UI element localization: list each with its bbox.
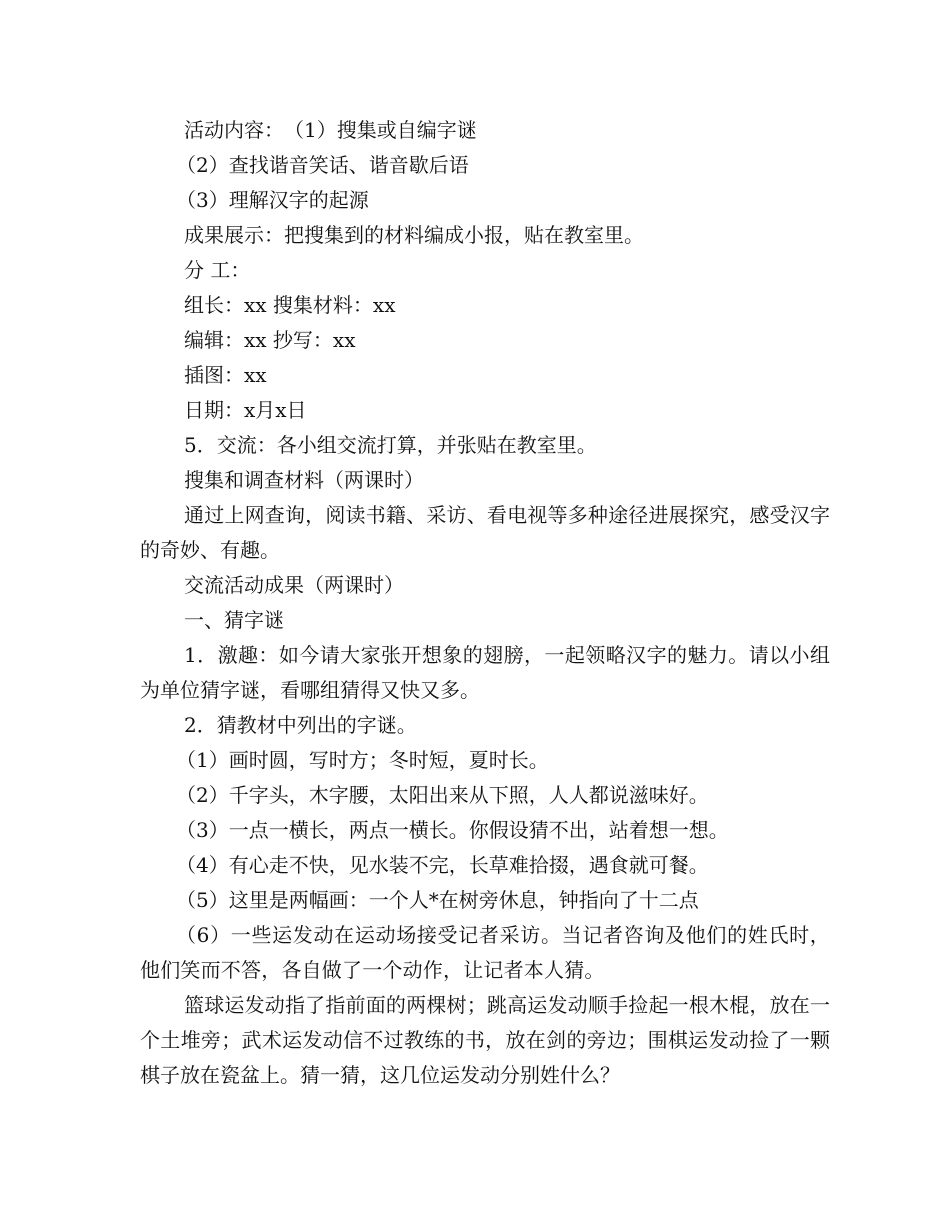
riddle-6: （6）一些运发动在运动场接受记者采访。当记者咨询及他们的姓氏时，他们笑而不答，各自做了一个动作，让记者本人猜。 (140, 923, 830, 982)
activity-item-2: （2）查找谐音笑话、谐音歇后语 (176, 153, 469, 177)
activity-item-3: （3）理解汉字的起源 (176, 188, 369, 212)
leader-line: 组长：xx 搜集材料：xx (184, 293, 396, 317)
riddle-1: （1）画时圆，写时方；冬时短，夏时长。 (176, 748, 549, 772)
textbook-riddles-heading: 2．猜教材中列出的字谜。 (184, 713, 417, 737)
riddle-4: （4）有心走不快，见水装不完，长草难拾掇，遇食就可餐。 (176, 853, 709, 877)
result-display-line: 成果展示：把搜集到的材料编成小报，贴在教室里。 (184, 223, 644, 247)
riddle-2: （2）千字头，木字腰，太阳出来从下照，人人都说滋味好。 (176, 783, 709, 807)
division-heading: 分 工： (184, 258, 251, 282)
riddle-3: （3）一点一横长，两点一横长。你假设猜不出，站着想一想。 (176, 818, 729, 842)
motivation-paragraph: 1．激趣：如今请大家张开想象的翅膀，一起领略汉字的魅力。请以小组为单位猜字谜，看哪组猜得又快又多。 (140, 643, 830, 702)
activity-content-line: 活动内容： （1）搜集或自编字谜 (184, 118, 477, 142)
collect-paragraph: 通过上网查询，阅读书籍、采访、看电视等多种途径进展探究，感受汉字的奇妙、有趣。 (140, 503, 830, 562)
document-body (140, 113, 830, 1093)
collect-heading: 搜集和调查材料（两课时） (184, 468, 424, 492)
athletes-paragraph: 篮球运发动指了指前面的两棵树；跳高运发动顺手捡起一根木棍，放在一个土堆旁；武术运发动信不过教练的书，放在剑的旁边；围棋运发动捡了一颗棋子放在瓷盆上。猜一猜，这几位运发动分别姓什么？ (140, 993, 830, 1087)
date-line: 日期：x月x日 (184, 398, 307, 422)
illustration-line: 插图：xx (184, 363, 267, 387)
exchange-step: 5．交流：各小组交流打算，并张贴在教室里。 (184, 433, 597, 457)
riddle-section-heading: 一、猜字谜 (184, 608, 284, 632)
editor-line: 编辑：xx 抄写：xx (184, 328, 356, 352)
exchange-heading: 交流活动成果（两课时） (184, 573, 404, 597)
riddle-5: （5）这里是两幅画：一个人*在树旁休息，钟指向了十二点 (176, 888, 699, 912)
